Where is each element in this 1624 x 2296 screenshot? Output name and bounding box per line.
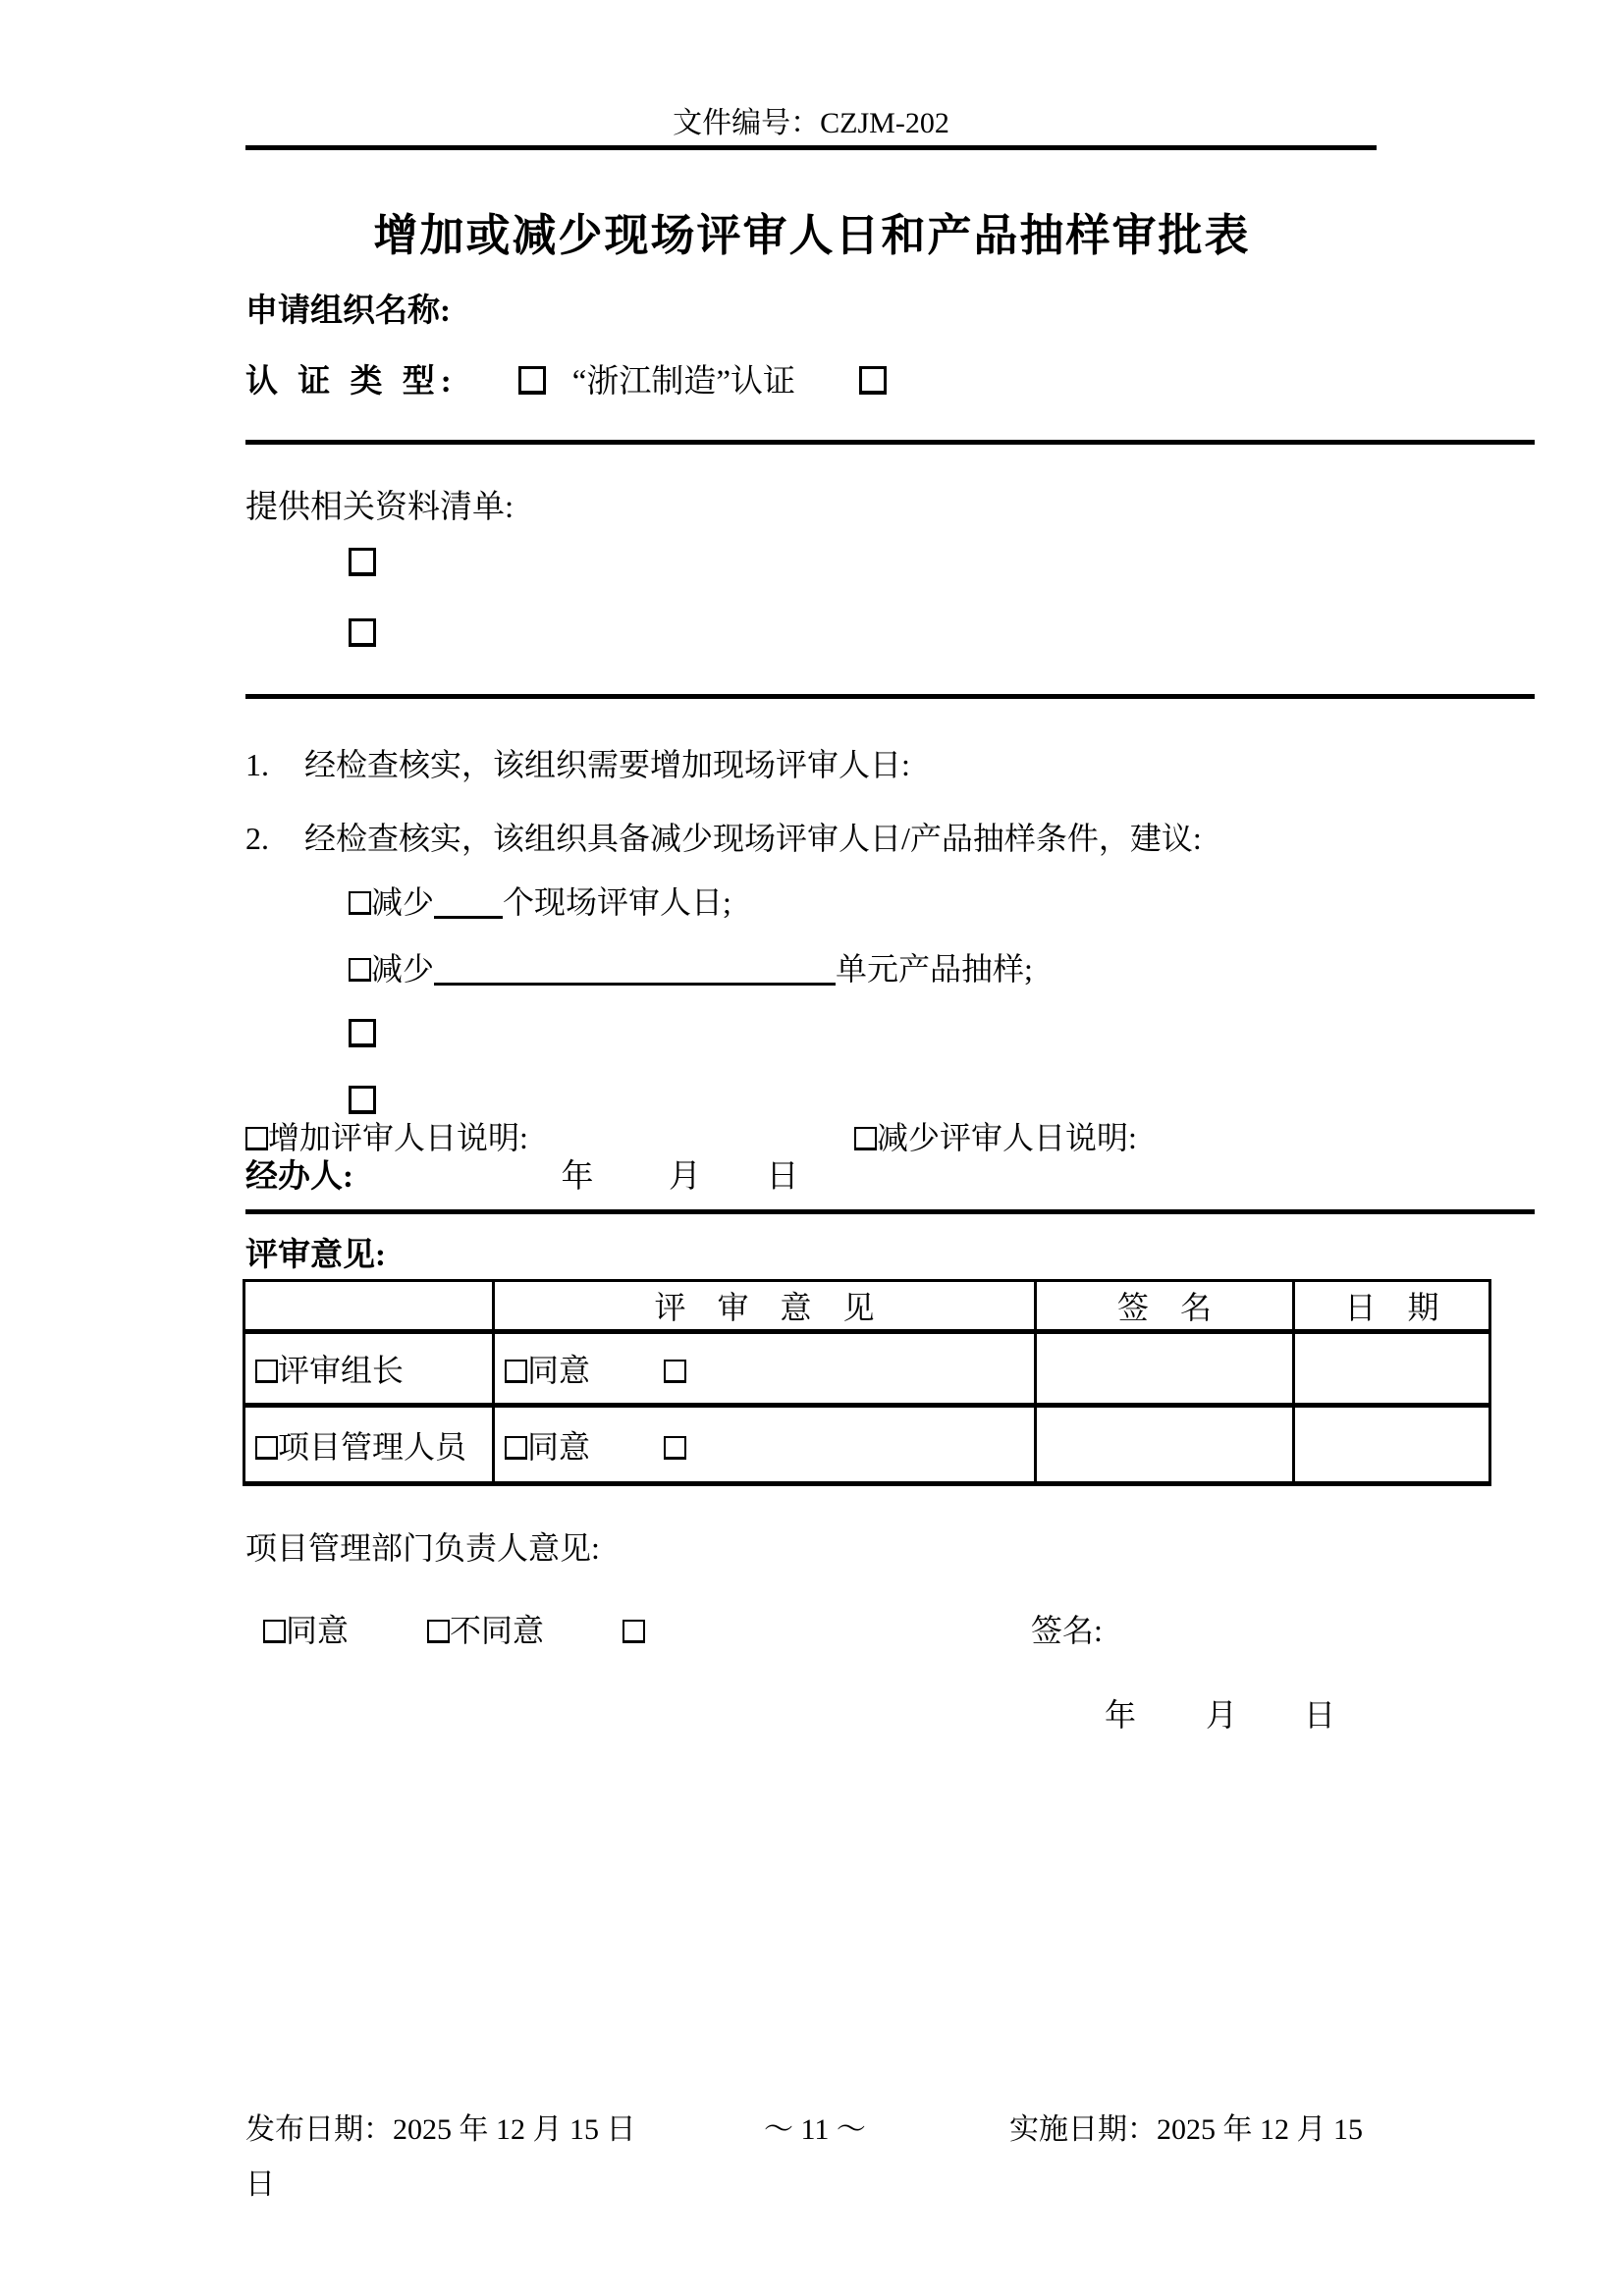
add-days-note-label: 增加评审人日说明: — [268, 1120, 528, 1155]
review-leader-agree-checkbox[interactable] — [505, 1360, 527, 1383]
review-section-label: 评审意见: — [245, 1238, 386, 1273]
dept-month-label: 月 — [1206, 1697, 1238, 1733]
cert-type-row — [245, 363, 887, 402]
cert-type-label: 认 证 类 型: — [245, 364, 458, 400]
dept-date-row — [1105, 1696, 1335, 1734]
row-review-leader — [244, 1332, 494, 1406]
extra-option-checkbox-1[interactable] — [349, 1019, 376, 1047]
dept-other-checkbox[interactable] — [623, 1620, 645, 1643]
reduce-sampling-suffix: 单元产品抽样; — [836, 951, 1033, 987]
project-manager-other-checkbox[interactable] — [664, 1436, 686, 1460]
dept-year-label: 年 — [1105, 1697, 1137, 1733]
reduce-days-suffix: 个现场评审人日; — [503, 884, 731, 920]
review-leader-agree-label: 同意 — [527, 1353, 591, 1388]
project-manager-agree-label: 同意 — [527, 1428, 591, 1465]
table-header-opinion: 评 审 意 见 — [494, 1281, 1036, 1332]
reduce-sampling-checkbox[interactable] — [349, 958, 371, 982]
dept-disagree-checkbox[interactable] — [427, 1620, 450, 1643]
reduce-days-note-checkbox[interactable] — [854, 1127, 877, 1150]
month-label: 月 — [669, 1159, 701, 1195]
project-manager-agree-checkbox[interactable] — [505, 1436, 527, 1460]
review-leader-date-cell[interactable] — [1294, 1332, 1490, 1406]
materials-checkbox-1[interactable] — [349, 548, 376, 576]
reduce-sampling-option — [349, 950, 1033, 988]
review-leader-other-checkbox[interactable] — [664, 1360, 686, 1383]
finding-item-1 — [245, 746, 910, 783]
section-divider-3 — [245, 1209, 1535, 1214]
item-2-text: 经检查核实，该组织具备减少现场评审人日/产品抽样条件，建议: — [304, 821, 1202, 856]
dept-opinion-choices — [263, 1612, 645, 1649]
dept-agree-checkbox[interactable] — [263, 1620, 286, 1643]
dept-disagree-label: 不同意 — [450, 1613, 545, 1648]
footer-impl-date-wrap: 日 — [245, 2168, 275, 2201]
project-manager-date-cell[interactable] — [1294, 1406, 1490, 1484]
table-header-sign: 签 名 — [1036, 1281, 1294, 1332]
dept-agree-label: 同意 — [286, 1613, 350, 1648]
project-manager-label: 项目管理人员 — [278, 1428, 467, 1465]
footer-issue-date: 发布日期：2025 年 12 月 15 日 — [245, 2113, 636, 2146]
review-leader-opinion-cell — [494, 1332, 1036, 1406]
reduce-sampling-blank[interactable] — [434, 951, 836, 986]
year-label: 年 — [561, 1159, 594, 1195]
review-leader-label: 评审组长 — [278, 1353, 405, 1388]
materials-checkbox-2[interactable] — [349, 618, 376, 647]
dept-sign-label: 签名: — [1031, 1613, 1103, 1648]
cert-type-checkbox-other[interactable] — [859, 366, 887, 395]
materials-label: 提供相关资料清单: — [245, 490, 514, 525]
finding-item-2 — [245, 820, 1202, 857]
reduce-days-note-label: 减少评审人日说明: — [877, 1120, 1137, 1155]
cert-type-checkbox-zjmanufacture[interactable] — [518, 366, 546, 395]
dept-day-label: 日 — [1304, 1697, 1336, 1733]
review-opinion-table — [243, 1279, 1491, 1486]
section-divider-2 — [245, 694, 1535, 699]
add-days-note-checkbox[interactable] — [245, 1127, 268, 1150]
reduce-days-blank[interactable] — [434, 884, 503, 919]
reduce-sampling-prefix: 减少 — [371, 951, 435, 987]
project-manager-checkbox[interactable] — [255, 1436, 278, 1460]
footer-impl-date: 实施日期：2025 年 12 月 15 — [1009, 2113, 1363, 2146]
table-header-date: 日 期 — [1294, 1281, 1490, 1332]
reduce-days-checkbox[interactable] — [349, 891, 371, 915]
extra-option-checkbox-2[interactable] — [349, 1086, 376, 1114]
header-divider — [245, 145, 1377, 150]
item-1-number: 1. — [245, 747, 269, 782]
project-manager-sign-cell[interactable] — [1036, 1406, 1294, 1484]
reduce-days-option — [349, 883, 731, 921]
org-name-label: 申请组织名称: — [245, 294, 451, 329]
item-1-text: 经检查核实，该组织需要增加现场评审人日: — [304, 747, 910, 782]
section-divider-1 — [245, 440, 1535, 445]
review-leader-sign-cell[interactable] — [1036, 1332, 1294, 1406]
reduce-days-note — [854, 1119, 1137, 1156]
reduce-days-prefix: 减少 — [371, 884, 435, 920]
dept-opinion-label: 项目管理部门负责人意见: — [245, 1530, 600, 1566]
handler-date — [562, 1159, 799, 1195]
handler-label: 经办人: — [245, 1159, 353, 1195]
review-leader-checkbox[interactable] — [255, 1360, 278, 1383]
handler-row — [245, 1158, 799, 1198]
row-project-manager — [244, 1406, 494, 1484]
cert-type-option-label: “浙江制造”认证 — [571, 364, 796, 400]
table-header-empty — [244, 1281, 494, 1332]
project-manager-opinion-cell — [494, 1406, 1036, 1484]
item-2-number: 2. — [245, 821, 269, 856]
footer-page-number: ～ 11 ～ — [764, 2113, 866, 2146]
page-title: 增加或减少现场评审人日和产品抽样审批表 — [373, 211, 1251, 260]
doc-number: 文件编号：CZJM-202 — [673, 107, 949, 139]
day-label: 日 — [766, 1159, 799, 1195]
add-days-note — [245, 1119, 528, 1156]
